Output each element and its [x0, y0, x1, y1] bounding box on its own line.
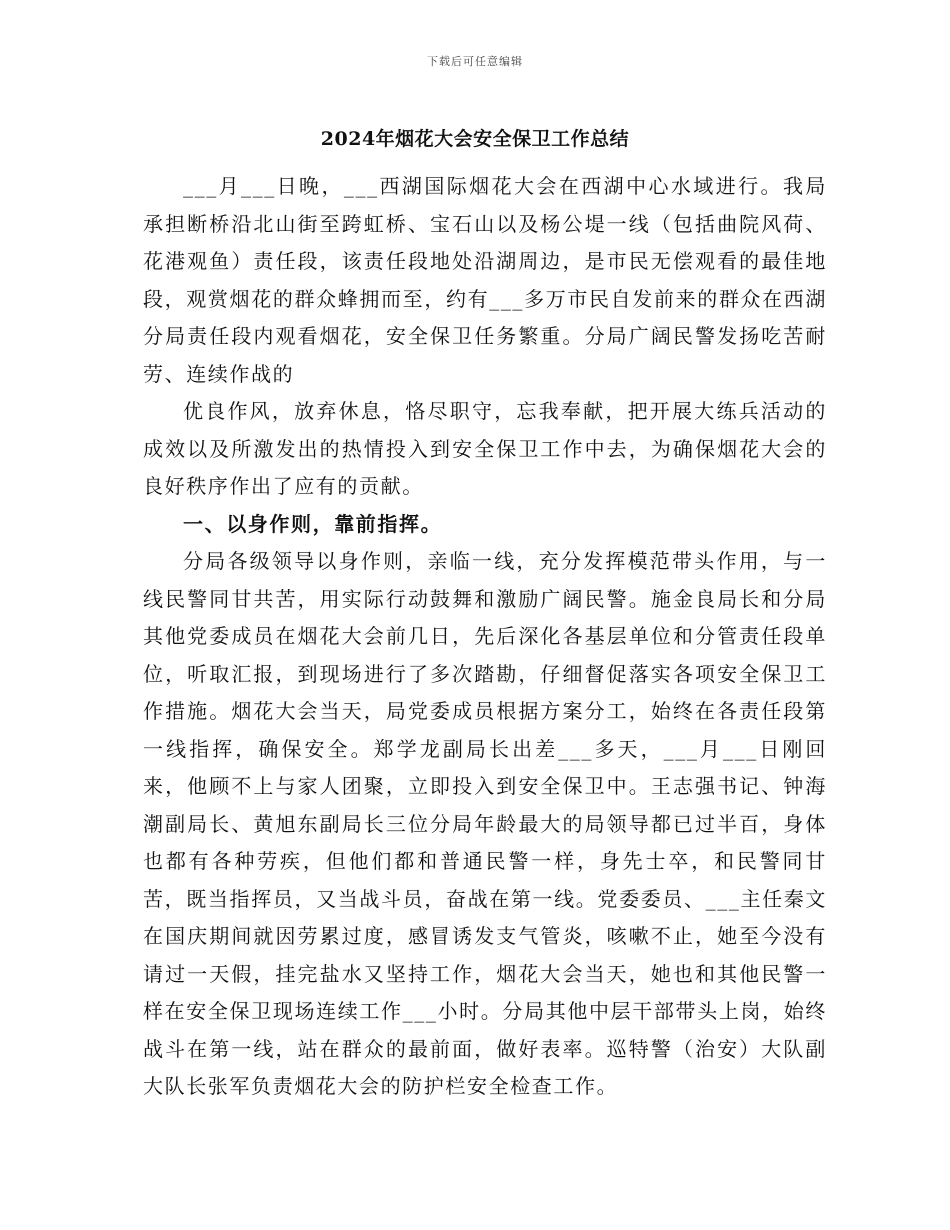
page-header-note: 下载后可任意编辑	[427, 55, 523, 68]
document-title: 2024年烟花大会安全保卫工作总结	[320, 128, 630, 150]
intro-paragraph: ___月___日晚，___西湖国际烟花大会在西湖中心水域进行。我局承担断桥沿北山街至跨虹桥、宝石山以及杨公堤一线（包括曲院风荷、花港观鱼）责任段，该责任段地处沿湖周边，是市民无偿观看的最佳地段，观赏烟花的群众蜂拥而至，约有___多万市民自发前来的群众在西湖分局责任段内观看烟花，安全保卫任务繁重。分局广阔民警发扬吃苦耐劳、连续作战的	[143, 174, 827, 386]
section-1-paragraph: 分局各级领导以身作则，亲临一线，充分发挥模范带头作用，与一线民警同甘共苦，用实际行动鼓舞和激励广阔民警。施金良局长和分局其他党委成员在烟花大会前几日，先后深化各基层单位和分管责任段单位，听取汇报，到现场进行了多次踏勘，仔细督促落实各项安全保卫工作措施。烟花大会当天，局党委成员根据方案分工，始终在各责任段第一线指挥，确保安全。郑学龙副局长出差___多天，___月___日刚回来，他顾不上与家人团聚，立即投入到安全保卫中。王志强书记、钟海潮副局长、黄旭东副局长三位分局年龄最大的局领导都已过半百，身体也都有各种劳疾，但他们都和普通民警一样，身先士卒，和民警同甘苦，既当指挥员，又当战斗员，奋战在第一线。党委委员、___主任秦文在国庆期间就因劳累过度，感冒诱发支气管炎，咳嗽不止，她至今没有请过一天假，挂完盐水又坚持工作，烟花大会当天，她也和其他民警一样在安全保卫现场连续工作___小时。分局其他中层干部带头上岗，始终战斗在第一线，站在群众的最前面，做好表率。巡特警（治安）大队副大队长张军负责烟花大会的防护栏安全检查工作。	[143, 549, 827, 1098]
intro-paragraph-continued: 优良作风，放弃休息，恪尽职守，忘我奉献，把开展大练兵活动的成效以及所激发出的热情投入到安全保卫工作中去，为确保烟花大会的良好秩序作出了应有的贡献。	[143, 399, 827, 498]
document-body	[143, 168, 827, 1106]
section-heading-1: 一、以身作则，靠前指挥。	[183, 511, 443, 536]
